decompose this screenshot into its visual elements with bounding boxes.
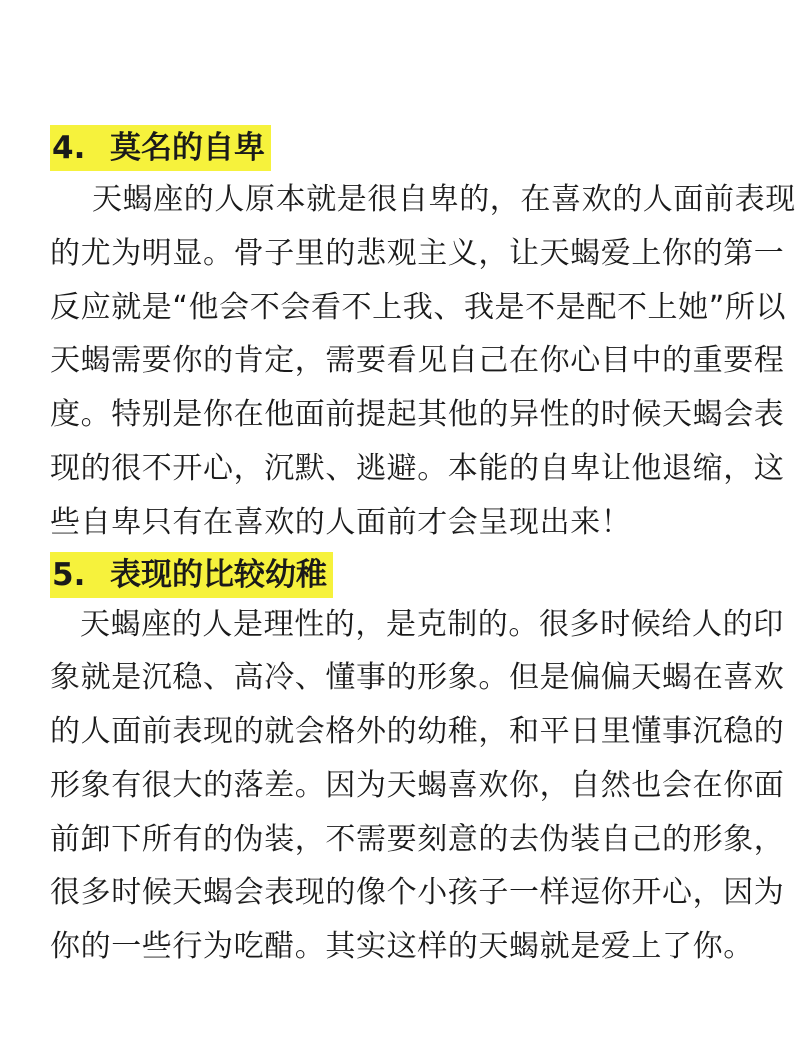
section-4-number: 4.	[52, 130, 86, 166]
section-4-line-6: 现的很不开心，沉默、逃避。本能的自卑让他退缩，这	[50, 451, 785, 486]
section-4-line-1: 天蝎座的人原本就是很自卑的，在喜欢的人面前表现	[92, 182, 796, 217]
section-4-line-5: 度。特别是你在他面前提起其他的异性的时候天蝎会表	[50, 397, 785, 432]
section-5-heading	[50, 552, 333, 598]
section-4-line-4: 天蝎需要你的肯定，需要看见自己在你心目中的重要程	[50, 343, 785, 378]
section-5-line-5: 前卸下所有的伪装，不需要刻意的去伪装自己的形象，	[50, 822, 785, 857]
section-5-number: 5.	[52, 557, 86, 593]
section-5-line-7: 你的一些行为吃醋。其实这样的天蝎就是爱上了你。	[50, 929, 754, 964]
section-5-line-1: 天蝎座的人是理性的，是克制的。很多时候给人的印	[80, 607, 784, 642]
section-4-heading	[50, 125, 271, 171]
section-4-title: 莫名的自卑	[110, 130, 265, 166]
section-5-line-2: 象就是沉稳、高冷、懂事的形象。但是偏偏天蝎在喜欢	[50, 660, 785, 695]
section-4-line-7: 些自卑只有在喜欢的人面前才会呈现出来！	[50, 505, 632, 540]
section-5-line-6: 很多时候天蝎会表现的像个小孩子一样逗你开心，因为	[50, 875, 785, 910]
section-4-line-3: 反应就是“他会不会看不上我、我是不是配不上她”所以	[50, 290, 787, 325]
section-4-line-2: 的尤为明显。骨子里的悲观主义，让天蝎爱上你的第一	[50, 236, 785, 271]
section-5-title: 表现的比较幼稚	[110, 557, 327, 593]
section-5-line-4: 形象有很大的落差。因为天蝎喜欢你，自然也会在你面	[50, 768, 785, 803]
section-5-line-3: 的人面前表现的就会格外的幼稚，和平日里懂事沉稳的	[50, 714, 785, 749]
